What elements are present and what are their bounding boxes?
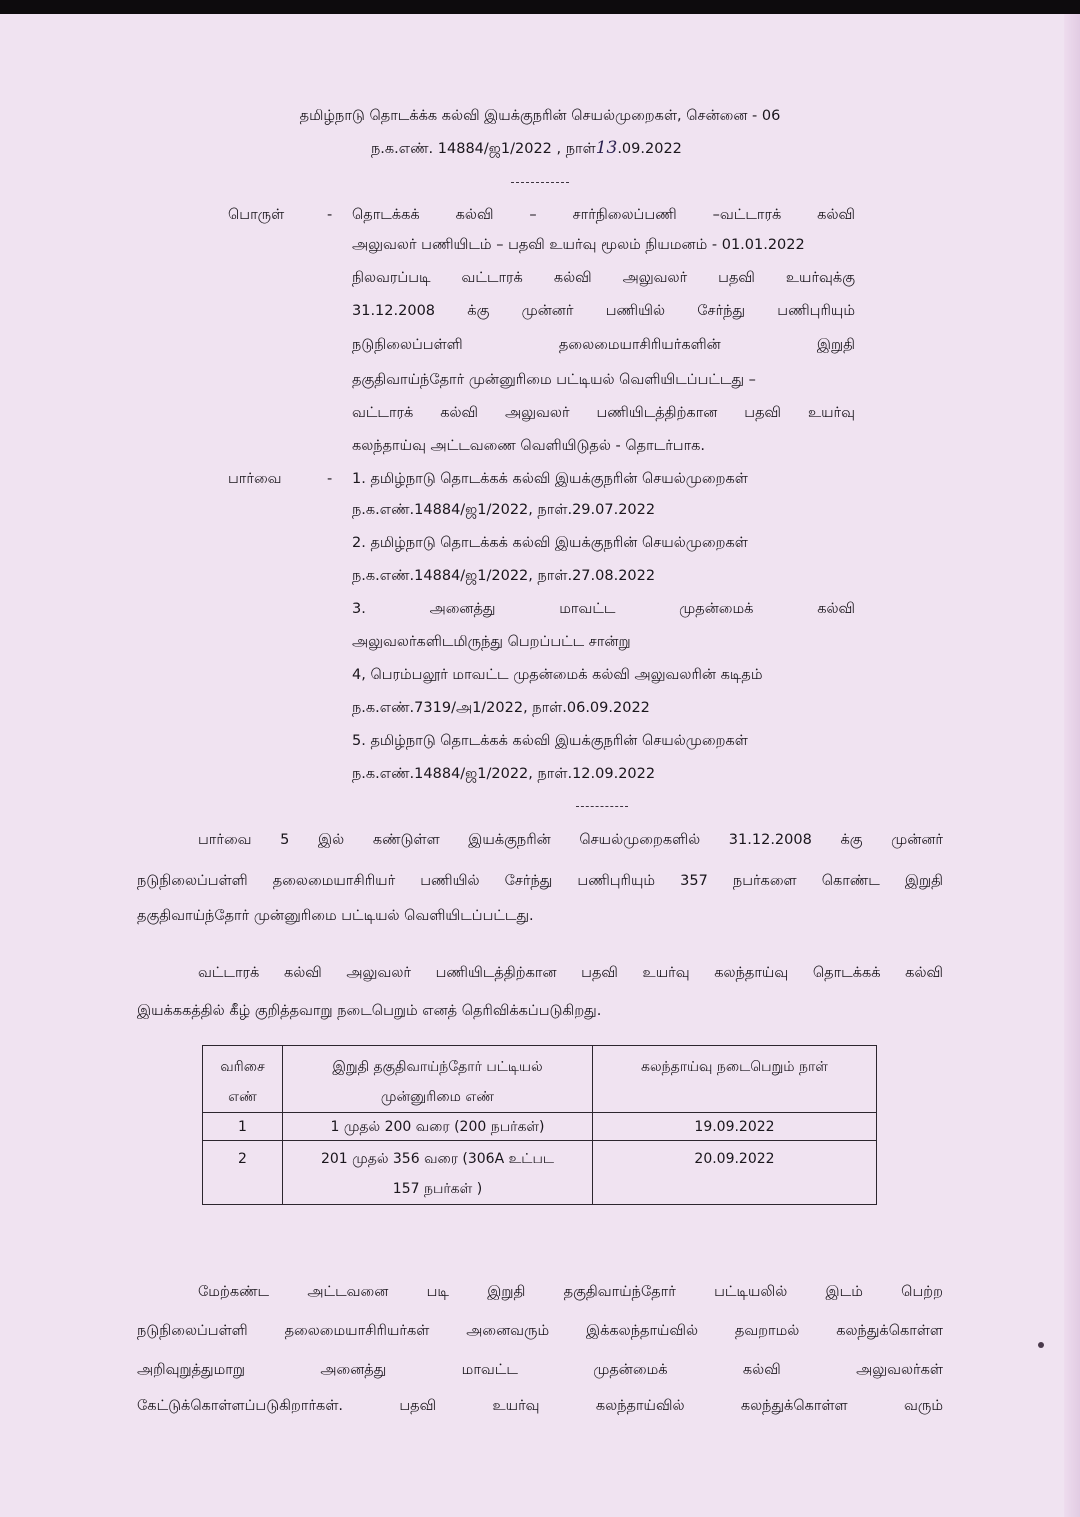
table-row (203, 1113, 877, 1141)
reference-line-8: ந.க.எண்.7319/அ1/2022, நாள்.06.09.2022 (352, 700, 650, 716)
para2-line-2: இயக்ககத்தில் கீழ் குறித்தவாறு நடைபெறும் எனத் தெரிவிக்கப்படுகிறது. (137, 1003, 602, 1019)
reference-line-3: 2. தமிழ்நாடு தொடக்கக் கல்வி இயக்குநரின் செயல்முறைகள் (352, 535, 748, 551)
ref-prefix: ந.க.எண். 14884/ஜ1/2022 , நாள் (371, 141, 596, 157)
row-date: 19.09.2022 (593, 1113, 877, 1141)
para1-line-3: தகுதிவாய்ந்தோர் முன்னுரிமை பட்டியல் வெளியிடப்பட்டது. (137, 908, 534, 924)
header-seniority-number: இறுதி தகுதிவாய்ந்தோர் பட்டியல் முன்னுரிமை எண் (283, 1046, 593, 1113)
reference-separator: - (327, 471, 333, 487)
subject-line-2: அலுவலர் பணியிடம் – பதவி உயர்வு மூலம் நியமனம் - 01.01.2022 (352, 237, 805, 253)
counselling-schedule-table (202, 1045, 877, 1205)
subject-line-7: வட்டாரக் கல்வி அலுவலர் பணியிடத்திற்கான பதவி உயர்வு (352, 405, 855, 421)
header-serial: வரிசை எண் (203, 1046, 283, 1113)
row-serial: 2 (203, 1141, 283, 1205)
subject-line-4: 31.12.2008 க்கு முன்னர் பணியில் சேர்ந்து பணிபுரியும் (352, 303, 855, 319)
row-date: 20.09.2022 (593, 1141, 877, 1205)
reference-line-4: ந.க.எண்.14884/ஜ1/2022, நாள்.27.08.2022 (352, 568, 656, 584)
row-range: 1 முதல் 200 வரை (200 நபர்கள்) (283, 1113, 593, 1141)
para3-line-1: மேற்கண்ட அட்டவனை படி இறுதி தகுதிவாய்ந்தோர் பட்டியலில் இடம் பெற்ற (198, 1284, 943, 1300)
header-divider (511, 182, 569, 183)
para3-line-3: அறிவுறுத்துமாறு அனைத்து மாவட்ட முதன்மைக் கல்வி அலுவலர்கள் (137, 1362, 943, 1378)
handwritten-day: 13 (595, 138, 618, 158)
row-serial: 1 (203, 1113, 283, 1141)
subject-line-3: நிலவரப்படி வட்டாரக் கல்வி அலுவலர் பதவி உயர்வுக்கு (352, 270, 855, 286)
table-header-row (203, 1046, 877, 1113)
reference-line-10: ந.க.எண்.14884/ஜ1/2022, நாள்.12.09.2022 (352, 766, 656, 782)
row-range: 201 முதல் 356 வரை (306A உட்பட 157 நபர்கள் ) (283, 1141, 593, 1205)
para1-line-1: பார்வை 5 இல் கண்டுள்ள இயக்குநரின் செயல்முறைகளில் 31.12.2008 க்கு முன்னர் (198, 832, 943, 848)
reference-number (371, 138, 682, 159)
subject-line-5: நடுநிலைப்பள்ளி தலைமையாசிரியர்களின் இறுதி (352, 337, 855, 353)
reference-divider (576, 806, 628, 807)
reference-line-1: 1. தமிழ்நாடு தொடக்கக் கல்வி இயக்குநரின் செயல்முறைகள் (352, 471, 748, 487)
office-title: தமிழ்நாடு தொடக்க்க கல்வி இயக்குநரின் செயல்முறைகள், சென்னை - 06 (299, 108, 781, 124)
para2-line-1: வட்டாரக் கல்வி அலுவலர் பணியிடத்திற்கான பதவி உயர்வு கலந்தாய்வு தொடக்கக் கல்வி (198, 965, 943, 981)
reference-line-7: 4, பெரம்பலூர் மாவட்ட முதன்மைக் கல்வி அலுவலரின் கடிதம் (352, 667, 763, 683)
subject-line-1: தொடக்கக் கல்வி – சார்நிலைப்பணி –வட்டாரக் கல்வி (352, 207, 855, 223)
para1-line-2: நடுநிலைப்பள்ளி தலைமையாசிரியர் பணியில் சேர்ந்து பணிபுரியும் 357 நபர்களை கொண்ட இறுதி (137, 873, 943, 889)
subject-label: பொருள் (228, 207, 285, 223)
para3-line-4: கேட்டுக்கொள்ளப்படுகிறார்கள். பதவி உயர்வு கலந்தாய்வில் கலந்துக்கொள்ள வரும் (137, 1398, 943, 1414)
reference-label: பார்வை (228, 471, 282, 487)
subject-separator: - (327, 207, 333, 223)
reference-line-2: ந.க.எண்.14884/ஜ1/2022, நாள்.29.07.2022 (352, 502, 656, 518)
reference-line-5: 3. அனைத்து மாவட்ட முதன்மைக் கல்வி (352, 601, 855, 617)
subject-line-8: கலந்தாய்வு அட்டவணை வெளியிடுதல் - தொடர்பாக. (352, 438, 706, 454)
reference-line-6: அலுவலர்களிடமிருந்து பெறப்பட்ட சான்று (352, 634, 631, 650)
ink-dot (1038, 1342, 1044, 1348)
reference-line-9: 5. தமிழ்நாடு தொடக்கக் கல்வி இயக்குநரின் செயல்முறைகள் (352, 733, 748, 749)
header-counselling-date: கலந்தாய்வு நடைபெறும் நாள் (593, 1046, 877, 1113)
para3-line-2: நடுநிலைப்பள்ளி தலைமையாசிரியர்கள் அனைவரும் இக்கலந்தாய்வில் தவறாமல் கலந்துக்கொள்ள (137, 1323, 943, 1339)
ref-suffix: .09.2022 (617, 141, 682, 157)
table-row (203, 1141, 877, 1205)
subject-line-6: தகுதிவாய்ந்தோர் முன்னுரிமை பட்டியல் வெளியிடப்பட்டது – (352, 372, 756, 388)
